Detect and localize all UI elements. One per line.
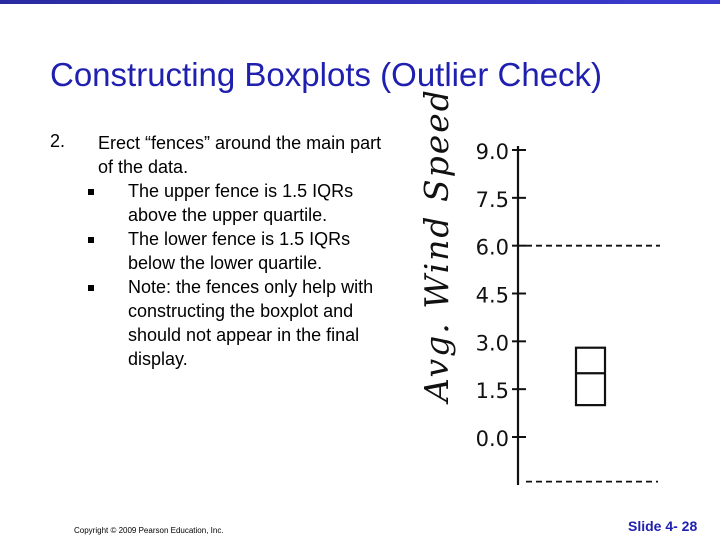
y-tick-label: 4.5	[475, 283, 509, 308]
bullet-text: Note: the fences only help with constructing the boxplot and should not appear in the final display.	[128, 277, 374, 369]
main-text: Erect “fences” around the main part of the data.	[98, 133, 382, 177]
item-number: 2.	[50, 131, 66, 151]
copyright-text: Copyright © 2009 Pearson Education, Inc.	[74, 526, 224, 535]
bullet-list	[86, 179, 386, 371]
box-rect	[576, 348, 605, 405]
square-bullet-icon	[88, 285, 94, 291]
y-tick-label: 7.5	[475, 187, 509, 212]
y-tick-label: 0.0	[475, 427, 509, 451]
y-tick-label: 3.0	[475, 331, 509, 356]
bullet-item	[86, 227, 386, 275]
square-bullet-icon	[88, 189, 94, 195]
bullet-text: The upper fence is 1.5 IQRs above the upper quartile.	[128, 181, 354, 225]
y-axis-title: Avg. Wind Speed	[417, 88, 456, 402]
slide-number: Slide 4- 28	[628, 518, 698, 534]
bullet-item	[86, 179, 386, 227]
y-tick-label: 1.5	[475, 379, 509, 404]
slide-title: Constructing Boxplots (Outlier Check)	[50, 56, 603, 93]
bullet-text: The lower fence is 1.5 IQRs below the lower quartile.	[128, 229, 351, 273]
top-bar	[0, 0, 720, 4]
bullet-item	[86, 275, 386, 371]
boxplot-chart	[410, 88, 670, 495]
y-tick-label: 6.0	[475, 235, 509, 260]
square-bullet-icon	[88, 237, 94, 243]
y-tick-label: 9.0	[475, 140, 509, 164]
